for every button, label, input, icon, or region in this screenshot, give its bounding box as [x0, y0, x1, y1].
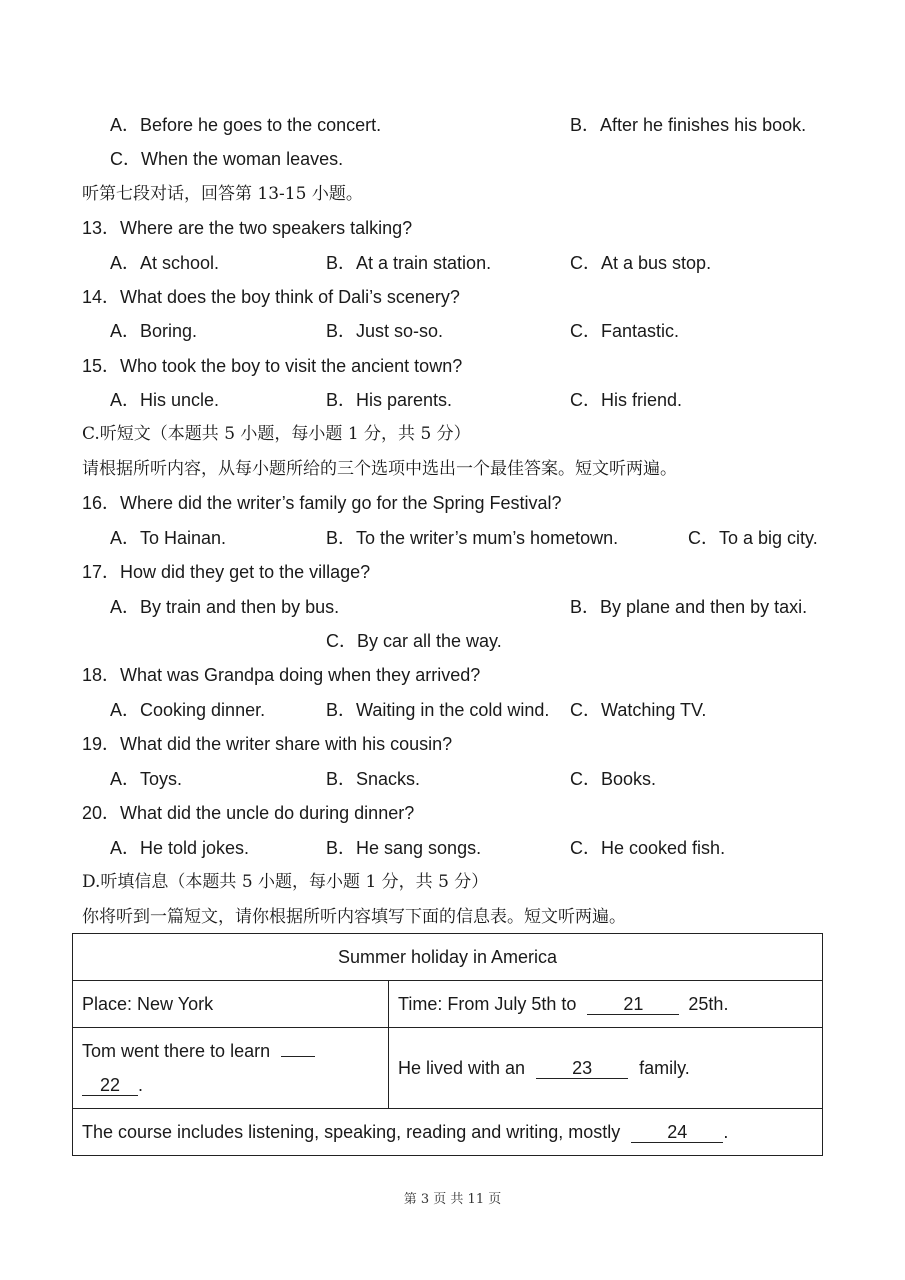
section-d-instruction: 你将听到一篇短文，请你根据所听内容填写下面的信息表。短文听两遍。 [82, 907, 626, 927]
time-prefix: Time: From July 5th to [398, 993, 577, 1014]
info-table-title [73, 934, 823, 981]
q19-option-c: C．Books. [570, 769, 657, 789]
q15-option-b: B．His parents. [326, 390, 453, 410]
blank-24[interactable]: 24 [631, 1122, 723, 1143]
q20-option-b: B．He sang songs. [326, 838, 482, 858]
q20-option-a: A．He told jokes. [110, 838, 250, 858]
section-c-instruction: 请根据所听内容，从每小题所给的三个选项中选出一个最佳答案。短文听两遍。 [82, 459, 677, 479]
q18-question: 18．What was Grandpa doing when they arrived? [82, 665, 481, 685]
q13-option-b: B．At a train station. [326, 253, 492, 273]
q14-option-c: C．Fantastic. [570, 321, 680, 341]
info-cell-lived [389, 1028, 823, 1109]
q19-question: 19．What did the writer share with his cousin? [82, 734, 453, 754]
q13-option-c: C．At a bus stop. [570, 253, 712, 273]
blank-22-line-start[interactable] [281, 1056, 315, 1057]
q16-question: 16．Where did the writer’s family go for the Spring Festival? [82, 493, 562, 513]
info-cell-time [389, 981, 823, 1028]
section7-instruction: 听第七段对话，回答第 13-15 小题。 [82, 184, 363, 204]
q18-option-b: B．Waiting in the cold wind. [326, 700, 550, 720]
q14-option-a: A．Boring. [110, 321, 198, 341]
q15-option-c: C．His friend. [570, 390, 683, 410]
q17-option-c: C．By car all the way. [326, 631, 502, 651]
q13-question: 13．Where are the two speakers talking? [82, 218, 413, 238]
q18-option-a: A．Cooking dinner. [110, 700, 266, 720]
q14-option-b: B．Just so-so. [326, 321, 444, 341]
course-suffix: . [723, 1121, 729, 1142]
lived-suffix: family. [639, 1057, 690, 1078]
q16-option-c: C．To a big city. [688, 528, 818, 548]
blank-21[interactable]: 21 [587, 994, 679, 1015]
info-cell-course [73, 1109, 823, 1156]
blank-22[interactable]: 22 [82, 1075, 138, 1096]
section-d-title: D.听填信息（本题共 5 小题，每小题 1 分，共 5 分） [82, 872, 489, 892]
lived-prefix: He lived with an [398, 1057, 526, 1078]
info-cell-learn [73, 1028, 389, 1109]
info-table-title-text: Summer holiday in America [337, 946, 558, 967]
q16-option-a: A．To Hainan. [110, 528, 227, 548]
q17-option-a: A．By train and then by bus. [110, 597, 340, 617]
info-table [72, 933, 823, 1156]
q13-option-a: A．At school. [110, 253, 220, 273]
section-c-title: C.听短文（本题共 5 小题，每小题 1 分，共 5 分） [82, 424, 471, 444]
q19-option-a: A．Toys. [110, 769, 183, 789]
q14-question: 14．What does the boy think of Dali’s scenery? [82, 287, 460, 307]
learn-prefix: Tom went there to learn [82, 1041, 271, 1061]
page-footer: 第 3 页 共 11 页 [403, 1192, 502, 1207]
q20-option-c: C．He cooked fish. [570, 838, 726, 858]
course-prefix: The course includes listening, speaking, reading and writing, mostly [82, 1121, 621, 1142]
info-cell-place [73, 981, 389, 1028]
q17-question: 17．How did they get to the village? [82, 562, 371, 582]
time-suffix: 25th. [688, 993, 729, 1014]
blank-23[interactable]: 23 [536, 1058, 628, 1079]
q20-question: 20．What did the uncle do during dinner? [82, 803, 415, 823]
q15-question: 15．Who took the boy to visit the ancient town? [82, 356, 463, 376]
learn-suffix: . [138, 1075, 144, 1095]
q12-option-a: A．Before he goes to the concert. [110, 115, 382, 135]
q18-option-c: C．Watching TV. [570, 700, 707, 720]
q17-option-b: B．By plane and then by taxi. [570, 597, 808, 617]
q12-option-b: B．After he finishes his book. [570, 115, 807, 135]
q19-option-b: B．Snacks. [326, 769, 421, 789]
q15-option-a: A．His uncle. [110, 390, 220, 410]
q12-option-c: C．When the woman leaves. [110, 149, 344, 169]
place-text: Place: New York [82, 993, 214, 1014]
q16-option-b: B．To the writer’s mum’s hometown. [326, 528, 619, 548]
